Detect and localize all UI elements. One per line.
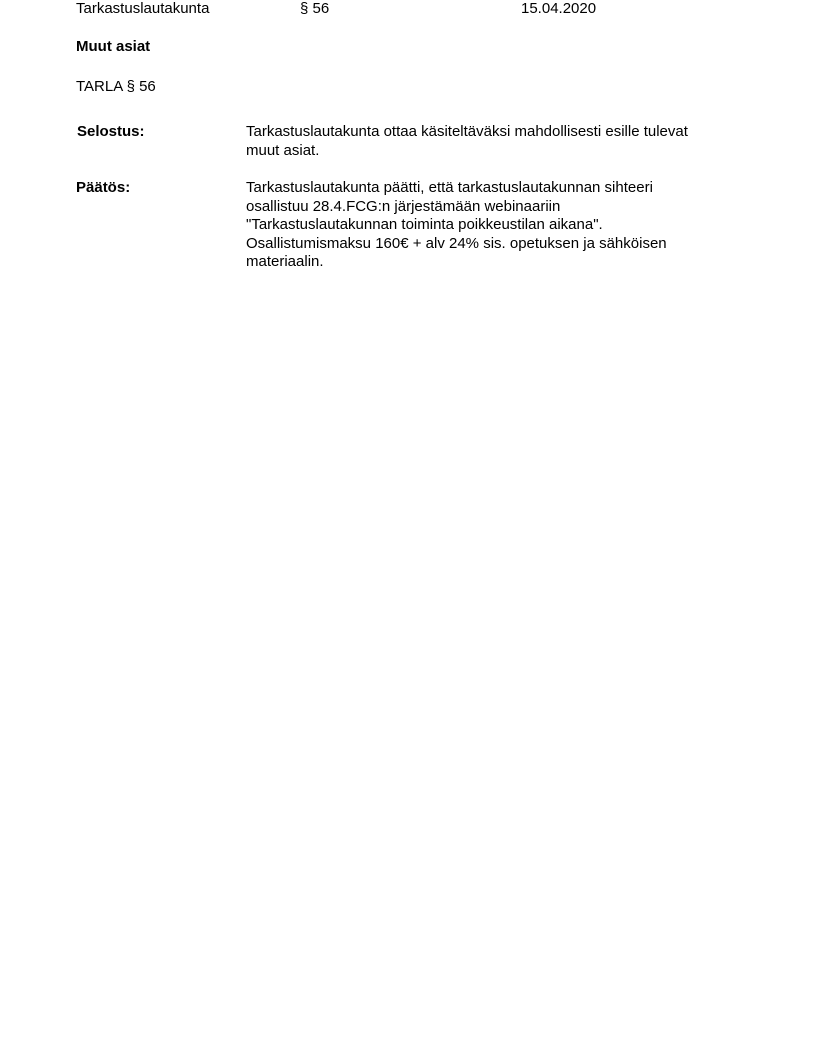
paatos-body [246, 179, 736, 272]
header-date: 15.04.2020 [521, 0, 597, 17]
paatos-line: "Tarkastuslautakunnan toiminta poikkeustilan aikana". [246, 216, 603, 233]
selostus-line: Tarkastuslautakunta ottaa käsiteltäväksi mahdollisesti esille tulevat [246, 123, 688, 140]
header-section: § 56 [300, 0, 330, 17]
selostus-body [246, 123, 736, 160]
section-heading: Muut asiat [76, 38, 151, 55]
paatos-line: Osallistumismaksu 160€ + alv 24% sis. opetuksen ja sähköisen [246, 234, 667, 252]
selostus-line: muut asiat. [246, 141, 320, 159]
reference-text: TARLA § 56 [76, 78, 156, 95]
paatos-label: Päätös: [76, 179, 131, 196]
paatos-line: osallistuu 28.4.FCG:n järjestämään webinaariin [246, 197, 561, 215]
paatos-line: materiaalin. [246, 253, 324, 270]
paatos-line: Tarkastuslautakunta päätti, että tarkastuslautakunnan sihteeri [246, 179, 653, 196]
selostus-label: Selostus: [77, 123, 145, 140]
header-committee: Tarkastuslautakunta [76, 0, 210, 17]
